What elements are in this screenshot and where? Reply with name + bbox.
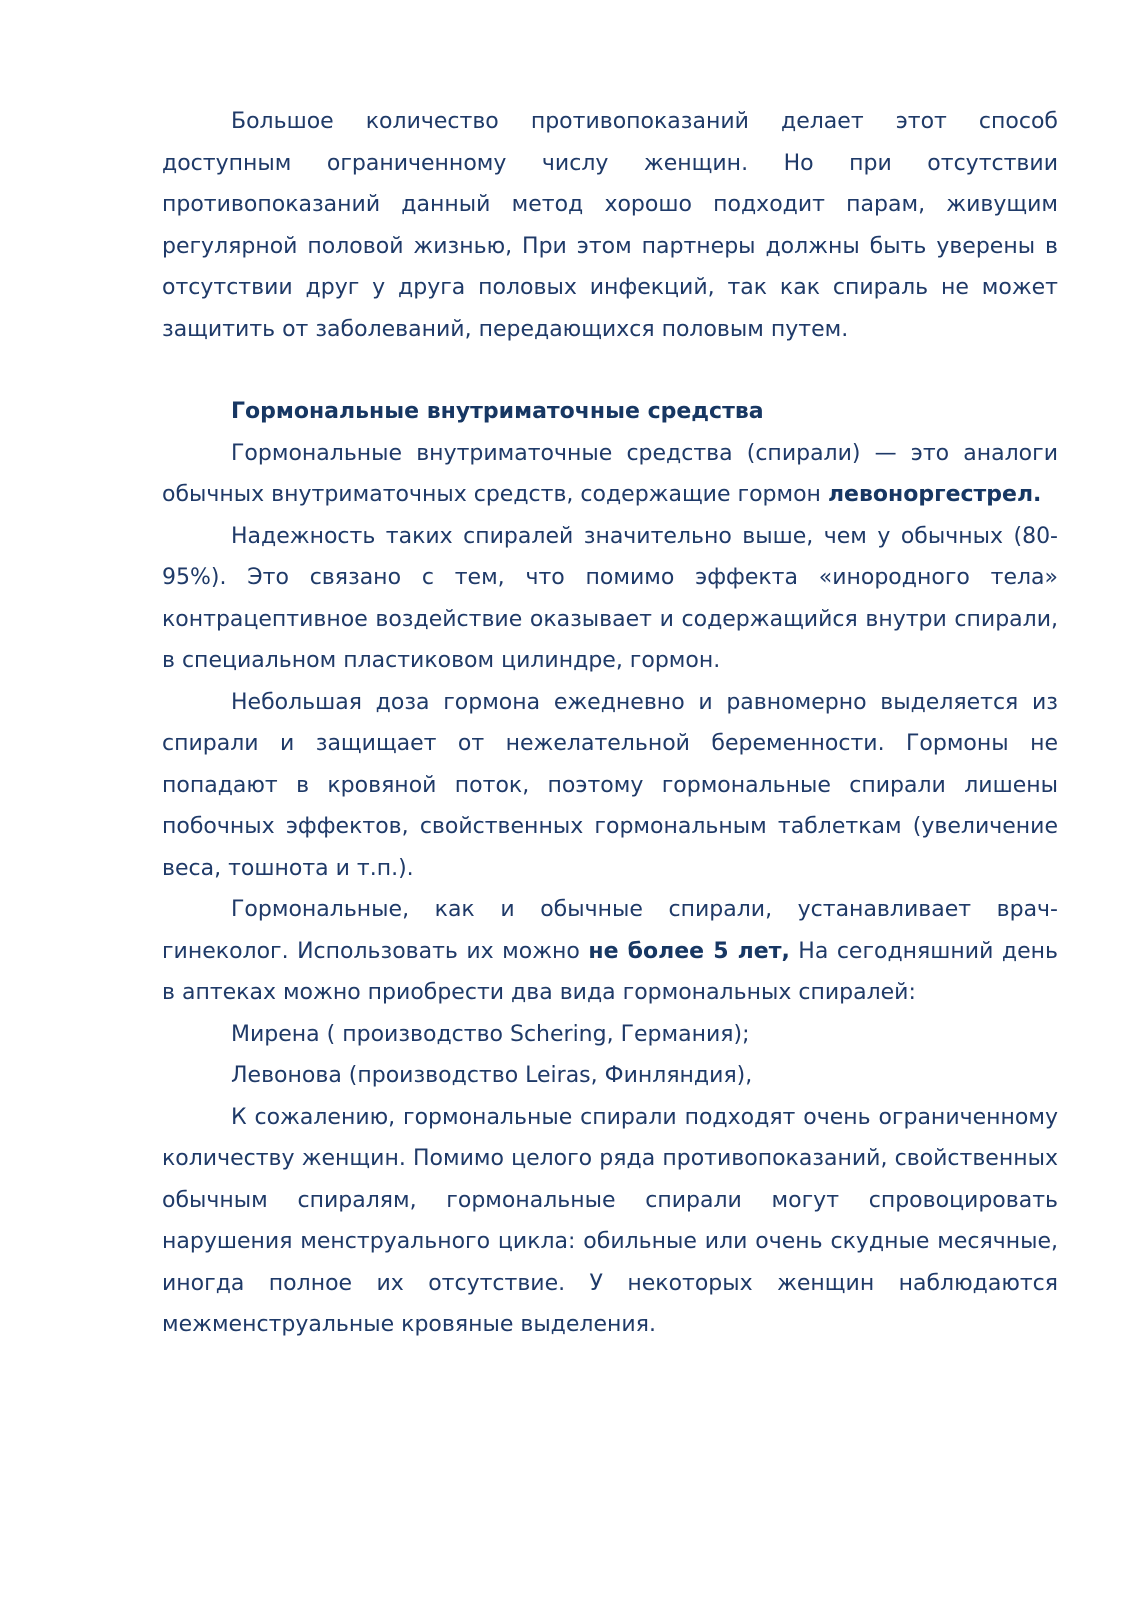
list-item-levonova: Левонова (производство Leiras, Финляндия), [231, 1063, 753, 1088]
paragraph-installation [162, 889, 1058, 1014]
document-page [162, 101, 1058, 1346]
paragraph-limitations: К сожалению, гормональные спирали подходят очень ограниченному количеству женщин. Помимо целого ряда противопоказаний, свойственных обычным спиралям, гормональные спирали могут спровоцировать нарушения менструального цикла: обильные или очень скудные месячные, иногда полное их отсутствие. У некоторых женщин наблюдаются межменструальные кровяные выделения. [162, 1104, 1058, 1337]
paragraph-contraindications: Большое количество противопоказаний делает этот способ доступным ограниченному числу женщин. Но при отсутствии противопоказаний данный метод хорошо подходит парам, живущим регулярной половой жизнью, При этом партнеры должны быть уверены в отсутствии друг у друга половых инфекций, так как спираль не может защитить от заболеваний, передающихся половым путем. [162, 109, 1058, 342]
list-item-mirena: Мирена ( производство Schering, Германия); [231, 1021, 750, 1047]
paragraph-gap [162, 350, 1058, 391]
paragraph-hormonal-intro-text: Гормональные внутриматочные средства (спирали) — это аналоги обычных внутриматочных средств, содержащие гормон [162, 440, 1058, 507]
hormone-name-bold: левоноргестрел. [827, 482, 1042, 507]
paragraph-installation-text-1: Гормональные, как и обычные спирали, устанавливает врач-гинеколог. Использовать их можно [162, 897, 1058, 964]
paragraph-dose: Небольшая доза гормона ежедневно и равномерно выделяется из спирали и защищает от нежелательной беременности. Гормоны не попадают в кровяной поток, поэтому гормональные спирали лишены побочных эффектов, свойственных гормональным таблеткам (увеличение веса, тошнота и т.п.). [162, 689, 1058, 881]
duration-limit-bold: не более 5 лет, [588, 938, 790, 964]
paragraph-installation-text-2: На сегодняшний день в аптеках можно приобрести два вида гормональных спиралей: [162, 938, 1058, 1005]
paragraph-hormonal-intro [162, 433, 1058, 516]
paragraph-reliability: Надежность таких спиралей значительно выше, чем у обычных (80-95%). Это связано с тем, что помимо эффекта «инородного тела» контрацептивное воздействие оказывает и содержащийся внутри спирали, в специальном пластиковом цилиндре, гормон. [162, 523, 1058, 673]
section-heading: Гормональные внутриматочные средства [231, 399, 764, 424]
